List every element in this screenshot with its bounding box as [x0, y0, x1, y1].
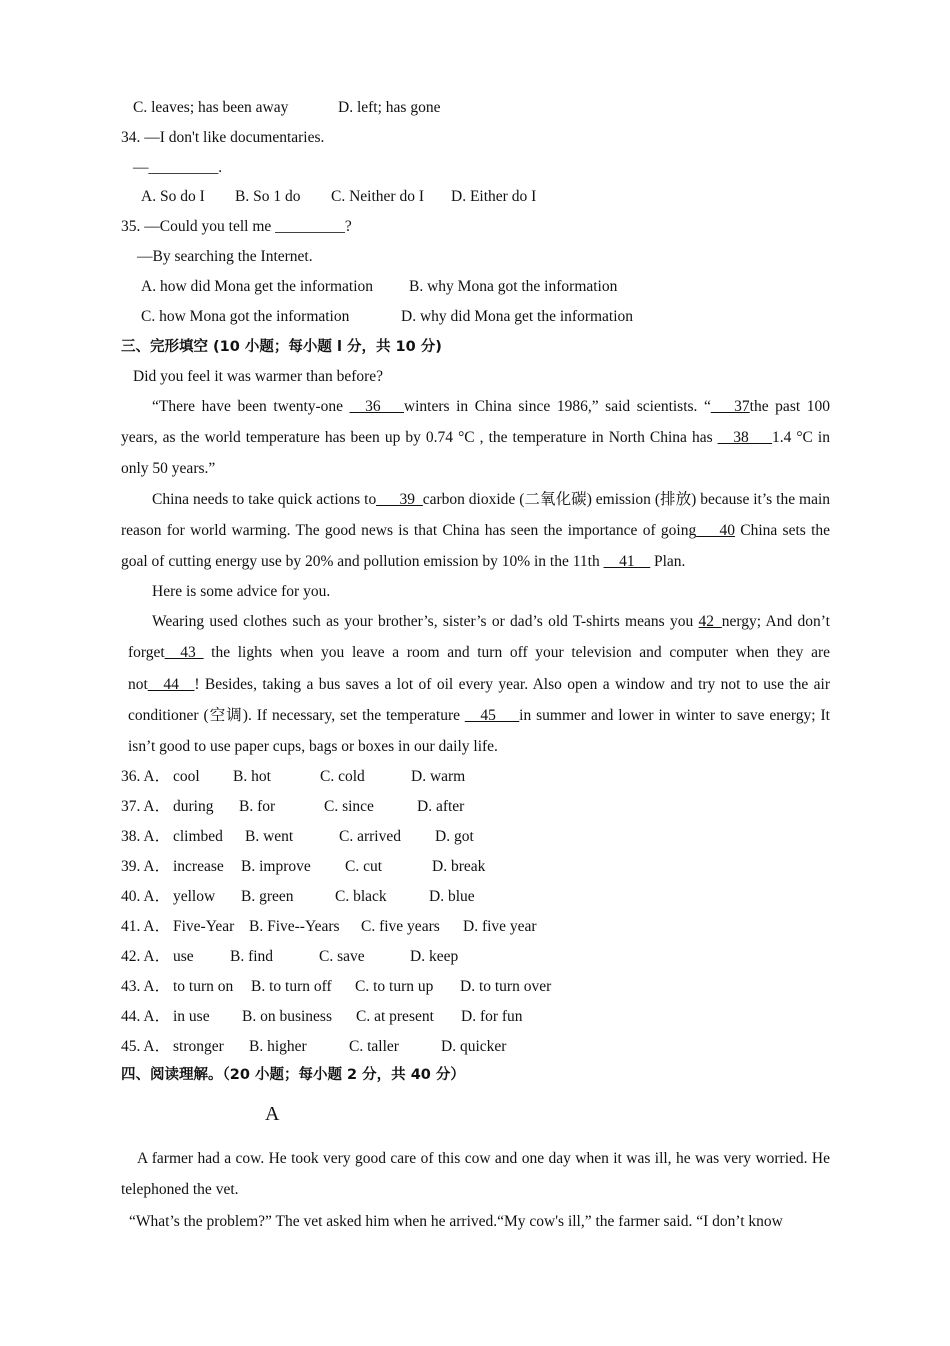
cloze-paragraph-1: “There have been twenty-one __36___winters in China since 1986,” said scientists. “___37the past 100 years, as the world temperature has been up by 0.74 °C , the temperature in North China has __38___1.4 °C in only 50 years.”: [121, 398, 830, 477]
blank-44: __44__: [147, 675, 195, 693]
q34-stem: 34. —I don't like documentaries.: [121, 129, 325, 146]
blank-42: 42_: [698, 613, 722, 630]
blank-45: __45___: [464, 706, 520, 724]
q35-option-b: B. why Mona got the information: [409, 278, 618, 295]
section4-title: 四、阅读理解。（20 小题；每小题 2 分，共 40 分）: [121, 1067, 465, 1083]
blank-40: ___40: [696, 522, 735, 539]
q33-option-c: C. leaves; has been away: [133, 99, 289, 116]
q35-option-c: C. how Mona got the information: [141, 308, 350, 325]
q35-stem: 35. —Could you tell me _________?: [121, 218, 352, 235]
reading-paragraph-2: “What’s the problem?” The vet asked him when he arrived.“My cow's ill,” the farmer said. “I don’t know: [129, 1213, 783, 1230]
cloze-paragraph-2: China needs to take quick actions to___39_carbon dioxide (二氧化碳) emission (排放) because it’s the main reason for world warming. The good news is that China has seen the importance of going___40 China sets the goal of cutting energy use by 20% and pollution emission by 10% in the 11th __41__ Plan.: [121, 491, 830, 570]
reading-paragraph-1: A farmer had a cow. He took very good care of this cow and one day when it was ill, he was very worried. He telephoned the vet.: [121, 1150, 830, 1198]
q33-options: [133, 98, 441, 118]
q33-option-d: D. left; has gone: [338, 99, 441, 116]
blank-37: ___37: [710, 398, 750, 415]
q35-option-a: A. how did Mona get the information: [141, 278, 374, 295]
section3-intro: Did you feel it was warmer than before?: [133, 368, 384, 385]
q35-reply: —By searching the Internet.: [137, 248, 313, 265]
q34-reply: —_________.: [133, 159, 223, 176]
cloze-paragraph-4: Wearing used clothes such as your brother’s, sister’s or dad’s old T-shirts means you 42_nergy; And don’t forget__43_ the lights when you leave a room and turn off your television and computer when they are not__44__! Besides, taking a bus saves a lot of oil every year. Also open a window and try not to use the air conditioner (空调). If necessary, set the temperature __45___in summer and lower in winter to save energy; It isn’t good to use paper cups, bags or boxes in our daily life.: [128, 613, 830, 756]
passage-a-label: A: [265, 1103, 280, 1125]
section3-title: 三、完形填空 (10 小题；每小题 l 分，共 10 分): [121, 339, 442, 355]
blank-41: __41__: [603, 553, 651, 570]
q34-option-d: D. Either do I: [451, 188, 537, 205]
cloze-paragraph-3: Here is some advice for you.: [152, 583, 331, 600]
q34-option-a: A. So do I: [141, 188, 205, 205]
blank-39: ___39_: [376, 491, 423, 508]
q34-option-b: B. So 1 do: [235, 188, 301, 205]
blank-36: __36___: [349, 398, 404, 415]
blank-43: __43_: [164, 644, 204, 662]
q35-option-d: D. why did Mona get the information: [401, 308, 634, 325]
q34-option-c: C. Neither do I: [331, 188, 424, 205]
blank-38: __38___: [717, 429, 772, 446]
